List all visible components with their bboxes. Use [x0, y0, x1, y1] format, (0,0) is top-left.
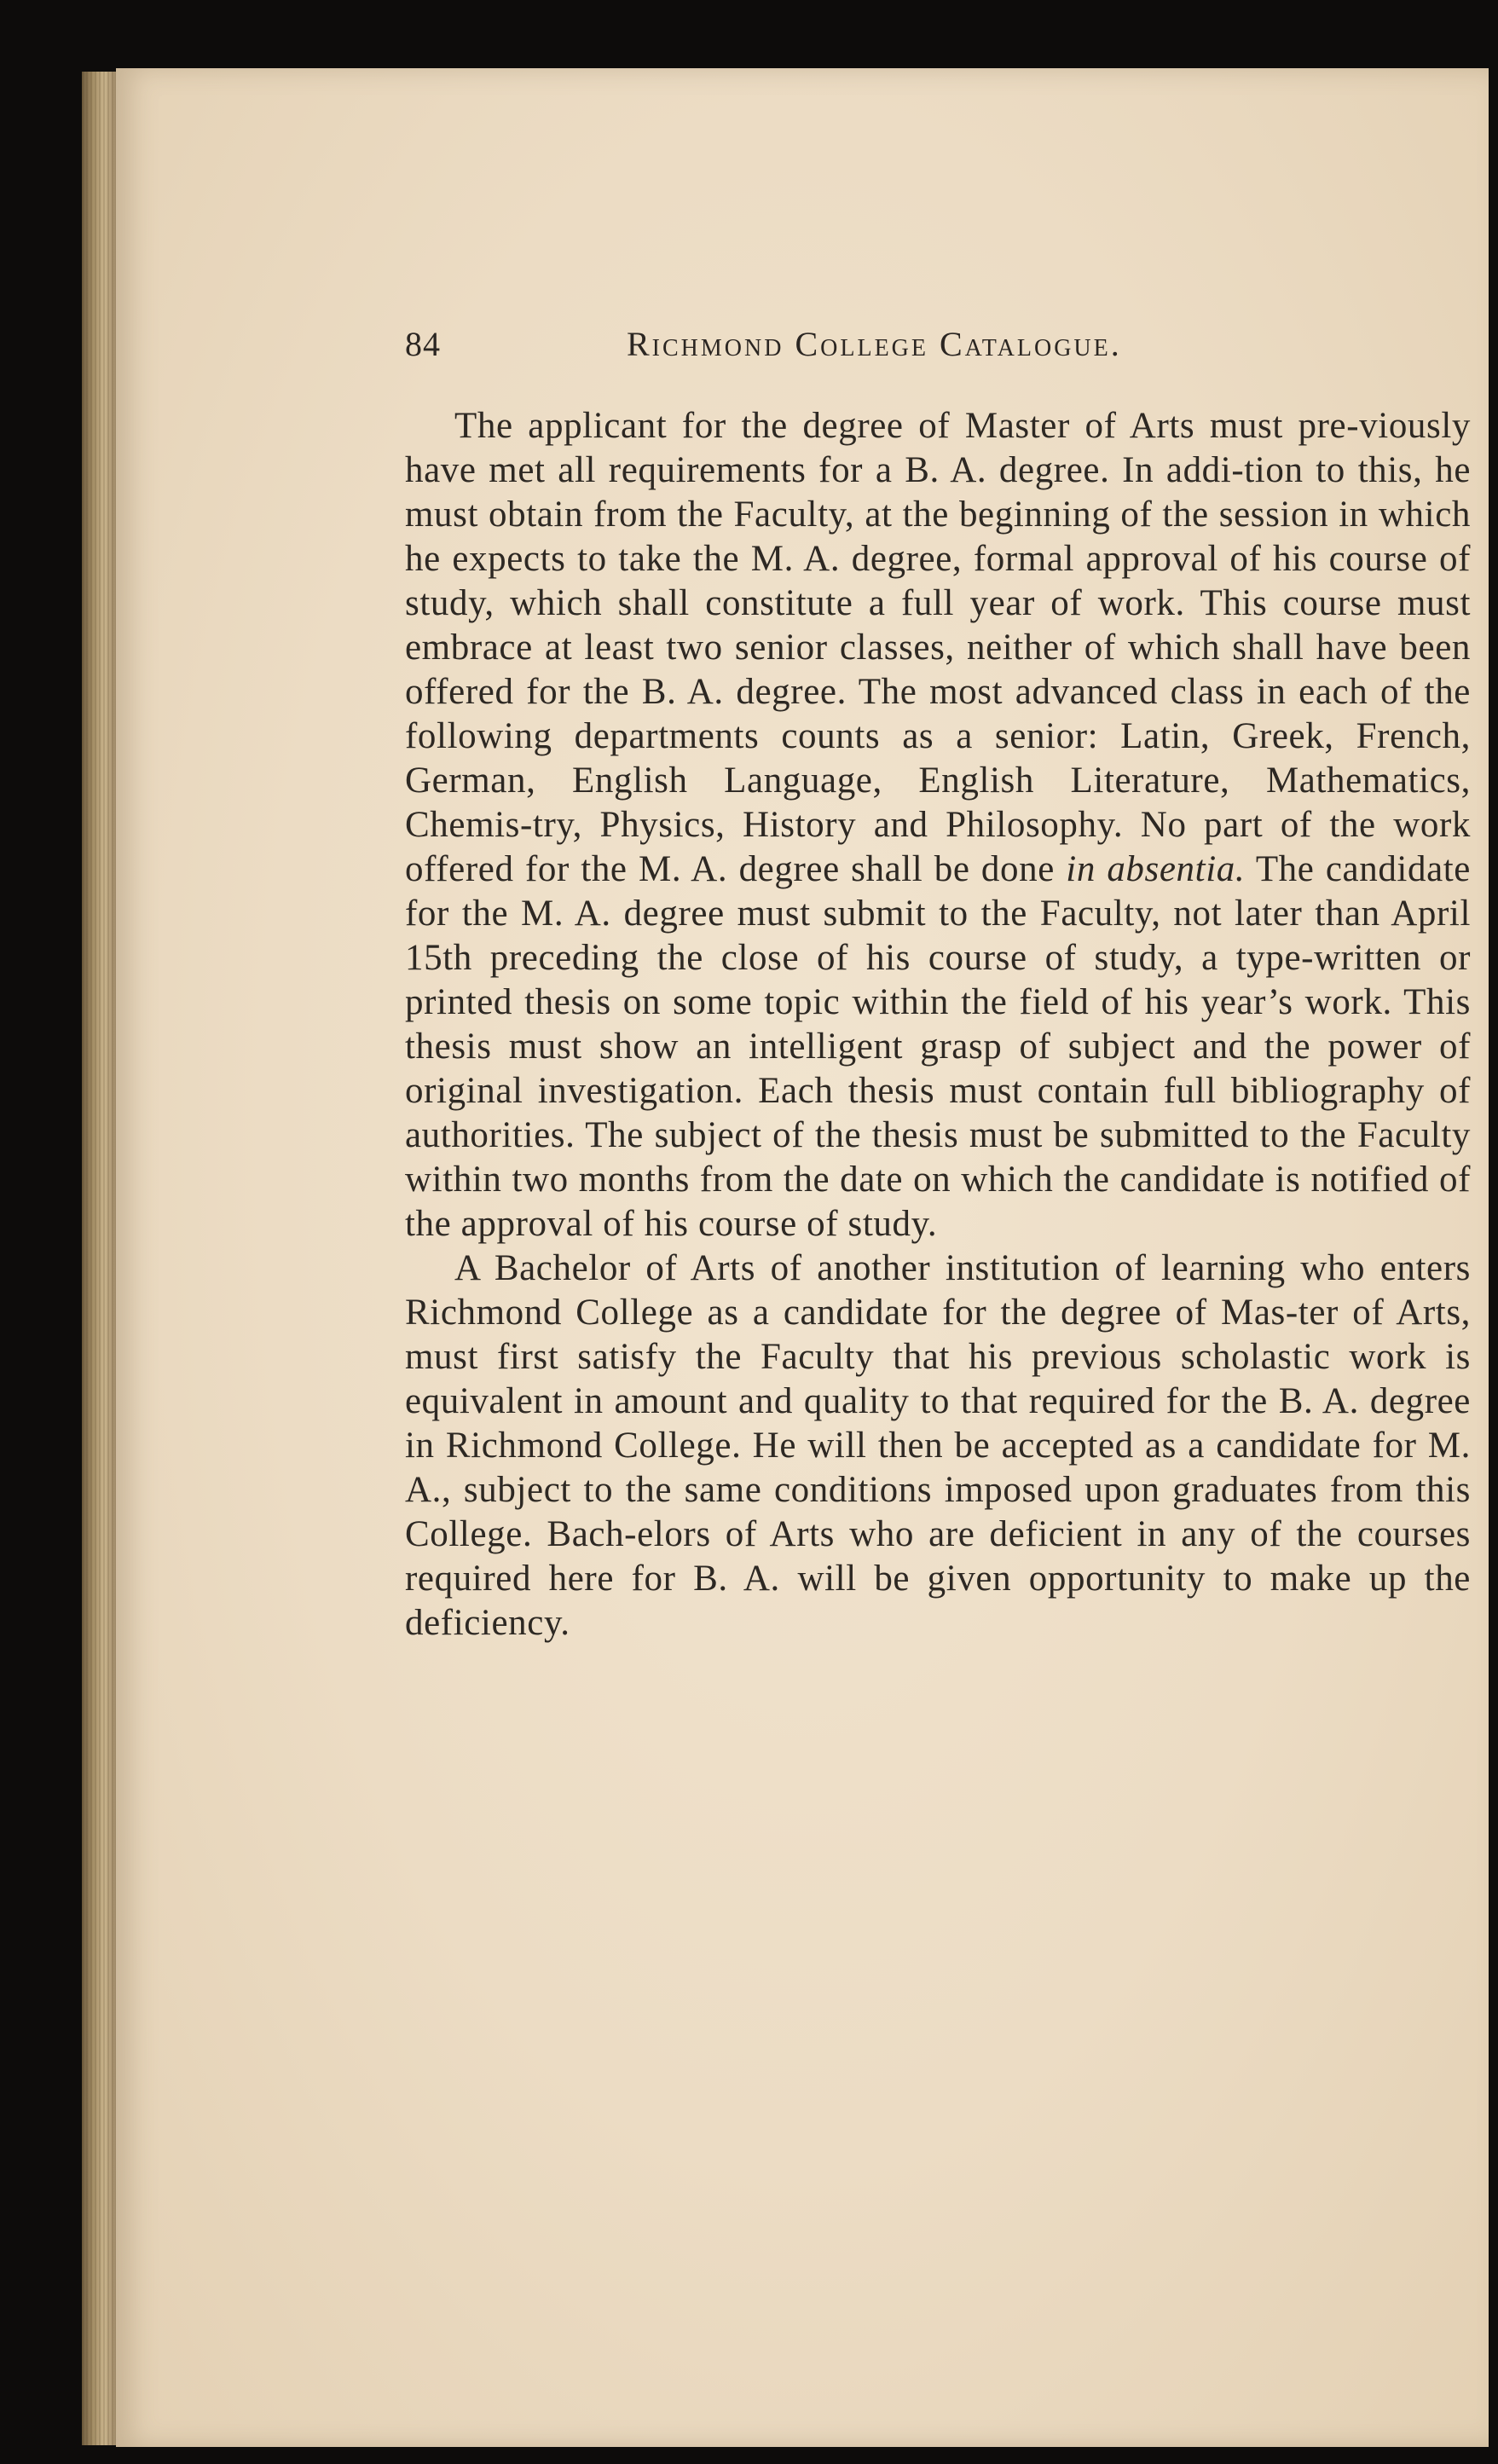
book-page-edges — [82, 72, 119, 2445]
paragraph-1-text-a: The applicant for the degree of Master of Arts must pre-viously have met all requirements for a B. A. degree. In addi-tion to this, he must obtain from the Faculty, at the beginning of the session in which he expects to take the M. A. degree, formal approval of his course of study, which shall constitute a full year of work. This course must embrace at least two senior classes, neither of which shall have been offered for the B. A. degree. The most advanced class in each of the following departments counts as a senior: Latin, Greek, French, German, English Language, English Literature, Mathematics, Chemis-try, Physics, History and Philosophy. No part of the work offered for the M. A. degree shall be done — [405, 406, 1471, 889]
paragraph-1 — [405, 404, 1471, 1246]
paragraph-2: A Bachelor of Arts of another institution of learning who enters Richmond College as a candidate for the degree of Mas-ter of Arts, must first satisfy the Faculty that his previous scholastic work is equivalent in amount and quality to that required for the B. A. degree in Richmond College. He will then be accepted as a candidate for M. A., subject to the same conditions imposed upon graduates from this College. Bach-elors of Arts who are deficient in any of the courses required here for B. A. will be given opportunity to make up the deficiency. — [405, 1248, 1471, 1643]
paragraph-1-text-b: The candidate for the M. A. degree must submit to the Faculty, not later than April 15th preceding the close of his course of study, a type-written or printed thesis on some topic within the field of his year’s work. This thesis must show an intelligent grasp of subject and the power of original investigation. Each thesis must contain full bibliography of authorities. The subject of the thesis must be submitted to the Faculty within two months from the date on which the candidate is notified of the approval of his course of study. — [405, 849, 1471, 1244]
page-number: 84 — [405, 325, 441, 363]
running-head: Richmond College Catalogue. — [627, 325, 1122, 363]
page-header — [405, 324, 1428, 384]
body-text — [405, 404, 1471, 1646]
paragraph-1-italic: in absentia. — [1066, 849, 1246, 889]
